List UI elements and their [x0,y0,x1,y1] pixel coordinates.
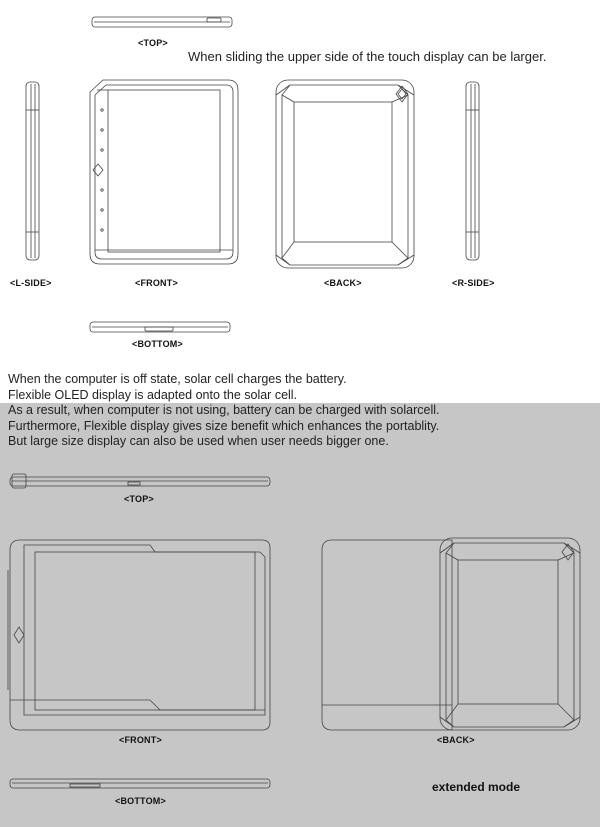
label-bottom: <BOTTOM> [132,339,183,349]
extended-label-bottom: <BOTTOM> [115,796,166,806]
description-line: As a result, when computer is not using, battery can be charged with solarcell. [8,403,440,417]
r-side-drawing [466,82,479,260]
extended-label-back: <BACK> [437,735,475,745]
extended-back-view-drawing [322,538,580,730]
label-r-side: <R-SIDE> [452,278,495,288]
description-line: But large size display can also be used when user needs bigger one. [8,434,389,448]
extended-label-front: <FRONT> [119,735,162,745]
l-side-drawing [26,82,39,260]
back-view-drawing [276,80,414,268]
description-line: When the computer is off state, solar cell charges the battery. [8,372,347,386]
extended-bottom-view-drawing [10,779,270,788]
extended-label-top: <TOP> [124,494,154,504]
label-front: <FRONT> [135,278,178,288]
extended-front-view-drawing [8,540,270,730]
description-line: Flexible OLED display is adapted onto the solar cell. [8,387,298,402]
label-back: <BACK> [324,278,362,288]
label-top: <TOP> [138,38,168,48]
extended-top-view-drawing [10,474,270,488]
extended-mode-label: extended mode [432,780,521,794]
description-paragraph [8,372,598,450]
top-view-drawing [92,17,232,27]
description-line: Furthermore, Flexible display gives size benefit which enhances the portablity. [8,418,440,433]
sliding-caption: When sliding the upper side of the touch display can be larger. [188,49,547,64]
bottom-view-drawing [90,322,230,332]
label-l-side: <L-SIDE> [10,278,52,288]
front-view-drawing [90,80,238,264]
